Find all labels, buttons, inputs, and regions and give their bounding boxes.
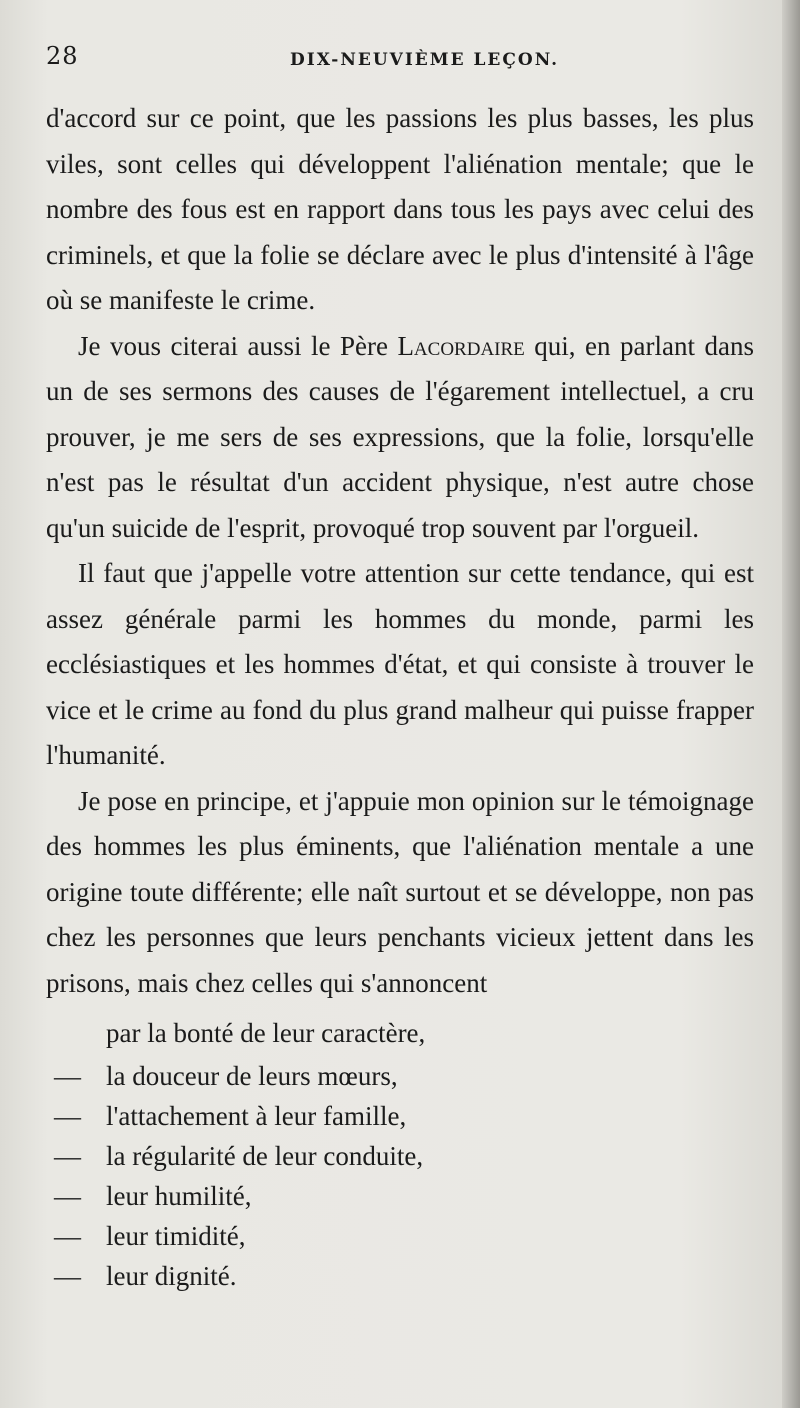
dash-mark: —: [54, 1061, 81, 1091]
list-item: [46, 1056, 754, 1096]
list-item-text: la douceur de leurs mœurs,: [106, 1061, 398, 1091]
body-text: [46, 96, 754, 1296]
paragraph-1: d'accord sur ce point, que les passions les plus basses, les plus viles, sont celles qui développent l'aliénation mentale; que le nombre des fous est en rapport dans tous les pays avec celui des criminels, et que la folie se déclare avec le plus d'intensité à l'âge où se manifeste le crime.: [46, 103, 754, 315]
dash-mark: —: [54, 1181, 81, 1211]
dash-mark: —: [54, 1261, 81, 1291]
dash-mark: —: [54, 1221, 81, 1251]
paragraph-4: Je pose en principe, et j'appuie mon opinion sur le témoignage des hommes les plus éminents, que l'aliénation mentale a une origine toute différente; elle naît surtout et se développe, non pas chez les personnes que leurs penchants vicieux jettent dans les prisons, mais chez celles qui s'annoncent: [46, 785, 754, 998]
paragraph-2: [46, 324, 754, 552]
page-number: 28: [46, 42, 79, 70]
paragraph-2-before: Je vous citerai aussi le Père: [78, 330, 398, 361]
list-item: [46, 1216, 754, 1256]
dash-mark: —: [54, 1141, 81, 1171]
list-item: [46, 1176, 754, 1216]
running-head: DIX-NEUVIÈME LEÇON.: [290, 50, 560, 70]
page-edge: [782, 0, 800, 1408]
list-item: [46, 1256, 754, 1296]
list-item-text: la régularité de leur conduite,: [106, 1141, 424, 1171]
list-item-text: leur dignité.: [106, 1261, 237, 1291]
list-item-text: l'attachement à leur famille,: [106, 1101, 407, 1131]
list-intro: par la bonté de leur caractère,: [106, 1018, 426, 1048]
virtues-list: [46, 1056, 754, 1296]
paragraph-3: Il faut que j'appelle votre attention sur cette tendance, qui est assez générale parmi les hommes du monde, parmi les ecclésiastiques et les hommes d'état, et qui consiste à trouver le vice et le crime au fond du plus grand malheur qui puisse frapper l'humanité.: [46, 558, 754, 770]
list-item: [46, 1136, 754, 1176]
list-item: [46, 1096, 754, 1136]
page-header: [46, 42, 754, 76]
list-item-text: leur timidité,: [106, 1221, 246, 1251]
paragraph-2-after: qui, en parlant dans un de ses sermons des causes de l'égarement intellectuel, a cru prouver, je me sers de ses expressions, que la folie, lorsqu'elle n'est pas le résultat d'un accident physique, n'est autre chose qu'un suicide de l'esprit, provoqué trop souvent par l'orgueil.: [46, 330, 754, 543]
list-item-text: leur humilité,: [106, 1181, 252, 1211]
dash-mark: —: [54, 1101, 81, 1131]
author-name: Lacordaire: [397, 330, 525, 361]
